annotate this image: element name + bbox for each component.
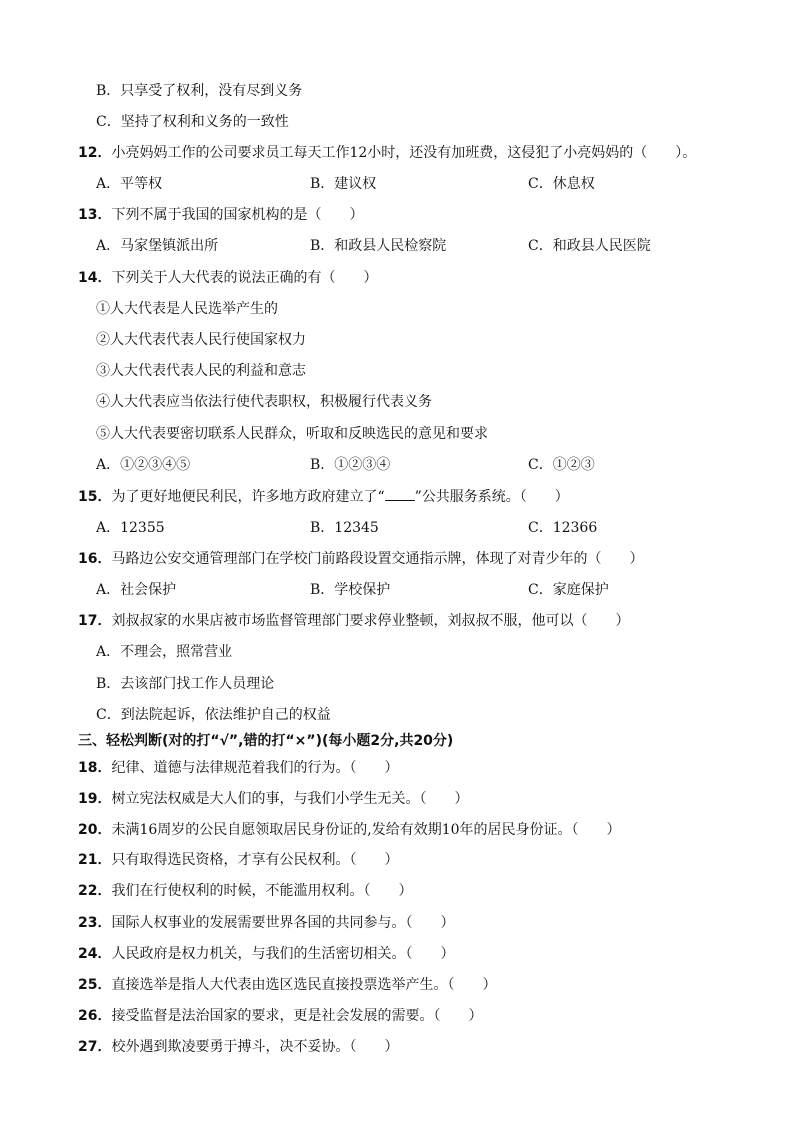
question-16	[78, 549, 643, 569]
q14-statement-1: ①人大代表是人民选举产生的	[96, 301, 278, 317]
option-c: C．①②③	[528, 457, 595, 473]
q15-options	[96, 518, 736, 538]
question-number: 27．	[78, 1039, 112, 1055]
question-number: 24．	[78, 946, 112, 962]
question-text: 我们在行使权利的时候，不能滥用权利。（ ）	[111, 883, 413, 899]
q17-option-b: B．去该部门找工作人员理论	[96, 676, 275, 692]
q11-option-c: C．坚持了权利和义务的一致性	[96, 114, 289, 130]
question-text: 小亮妈妈工作的公司要求员工每天工作12小时，还没有加班费，这侵犯了小亮妈妈的（ ）。	[111, 145, 697, 161]
q14-statement-2: ②人大代表代表人民行使国家权力	[96, 332, 306, 348]
judgment-18	[78, 758, 398, 778]
option-a: A．社会保护	[96, 582, 177, 598]
question-text-before: 为了更好地便民利民，许多地方政府建立了“	[111, 489, 385, 505]
q11-option-b: B．只享受了权利，没有尽到义务	[96, 83, 303, 99]
option-a: A．马家堡镇派出所	[96, 238, 219, 254]
judgment-21	[78, 850, 398, 870]
question-text: 刘叔叔家的水果店被市场监督管理部门要求停业整顿，刘叔叔不服，他可以（ ）	[111, 613, 630, 629]
question-text: 接受监督是法治国家的要求，更是社会发展的需要。（ ）	[111, 1008, 483, 1024]
question-number: 25．	[78, 977, 112, 993]
judgment-19	[78, 789, 468, 809]
question-13	[78, 205, 363, 225]
q17-option-c: C．到法院起诉，依法维护自己的权益	[96, 707, 331, 723]
q17-option-a: A．不理会，照常营业	[96, 644, 233, 660]
question-number: 19．	[78, 791, 112, 807]
question-text: 未满16周岁的公民自愿领取居民身份证的,发给有效期10年的居民身份证。（ ）	[111, 822, 621, 838]
question-text: 下列关于人大代表的说法正确的有（ ）	[111, 270, 378, 286]
section-3-heading: 三、轻松判断(对的打“√”,错的打“×”)(每小题2分,共20分)	[78, 733, 454, 749]
question-15	[78, 486, 569, 506]
question-text: 校外遇到欺凌要勇于搏斗，决不妥协。（ ）	[111, 1039, 399, 1055]
q12-options	[96, 174, 736, 194]
option-a: A．12355	[96, 520, 165, 536]
question-number: 12．	[78, 145, 112, 161]
option-c: C．家庭保护	[528, 582, 609, 598]
question-17	[78, 611, 629, 631]
question-number: 18．	[78, 760, 112, 776]
question-text: 人民政府是权力机关，与我们的生活密切相关。（ ）	[111, 946, 455, 962]
question-text: 直接选举是指人大代表由选区选民直接投票选举产生。（ ）	[111, 977, 497, 993]
question-number: 23．	[78, 915, 112, 931]
question-number: 21．	[78, 852, 112, 868]
q14-options	[96, 455, 736, 475]
fill-blank	[385, 486, 415, 501]
option-a: A．①②③④⑤	[96, 457, 191, 473]
option-b: B．12345	[310, 520, 379, 536]
option-b: B．①②③④	[310, 457, 391, 473]
option-a: A．平等权	[96, 176, 163, 192]
judgment-24	[78, 944, 454, 964]
q14-statement-5: ⑤人大代表要密切联系人民群众，听取和反映选民的意见和要求	[96, 426, 488, 442]
option-c: C．12366	[528, 520, 598, 536]
judgment-26	[78, 1006, 482, 1026]
option-b: B．和政县人民检察院	[310, 238, 447, 254]
option-b: B．建议权	[310, 176, 377, 192]
judgment-22	[78, 881, 412, 901]
question-text: 国际人权事业的发展需要世界各国的共同参与。（ ）	[111, 915, 455, 931]
option-b: B．学校保护	[310, 582, 391, 598]
question-text-after: ”公共服务系统。（ ）	[414, 489, 569, 505]
question-text: 只有取得选民资格，才享有公民权利。（ ）	[111, 852, 399, 868]
q14-statement-3: ③人大代表代表人民的利益和意志	[96, 363, 306, 379]
question-text: 下列不属于我国的国家机构的是（ ）	[111, 207, 364, 223]
question-text: 树立宪法权威是大人们的事，与我们小学生无关。（ ）	[111, 791, 469, 807]
question-number: 15．	[78, 489, 112, 505]
question-number: 13．	[78, 207, 112, 223]
question-text: 马路边公安交通管理部门在学校门前路段设置交通指示牌，体现了对青少年的（ ）	[111, 551, 644, 567]
q13-options	[96, 236, 736, 256]
question-number: 22．	[78, 883, 112, 899]
judgment-25	[78, 975, 496, 995]
option-c: C．休息权	[528, 176, 595, 192]
judgment-23	[78, 913, 454, 933]
question-number: 16．	[78, 551, 112, 567]
question-14	[78, 268, 377, 288]
question-number: 20．	[78, 822, 112, 838]
question-text: 纪律、道德与法律规范着我们的行为。（ ）	[111, 760, 399, 776]
judgment-20	[78, 820, 621, 840]
judgment-27	[78, 1037, 398, 1057]
question-number: 26．	[78, 1008, 112, 1024]
question-number: 17．	[78, 613, 112, 629]
question-number: 14．	[78, 270, 112, 286]
q16-options	[96, 580, 736, 600]
option-c: C．和政县人民医院	[528, 238, 651, 254]
q14-statement-4: ④人大代表应当依法行使代表职权，积极履行代表义务	[96, 394, 432, 410]
question-12	[78, 143, 696, 163]
